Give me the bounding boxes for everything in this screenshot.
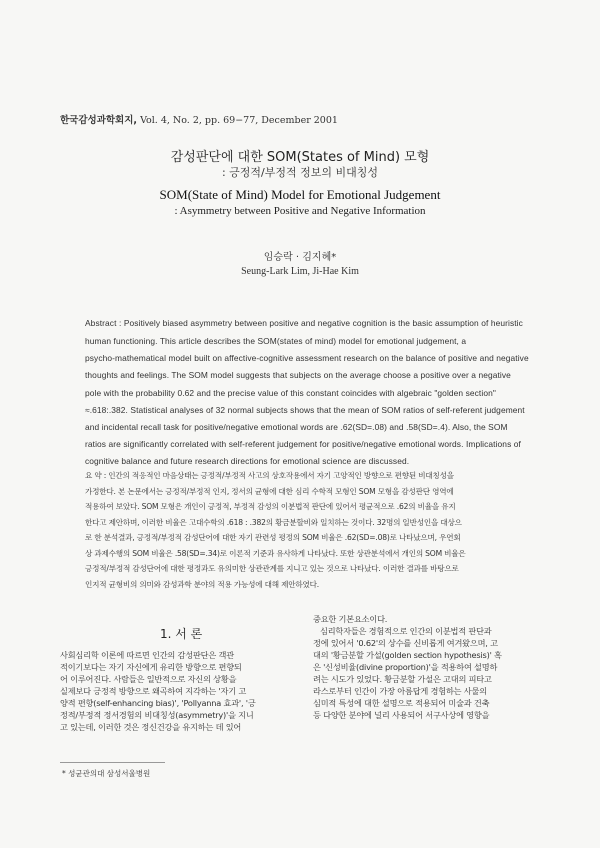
- body-line: 은 '신성비율(divine proportion)'을 적용하여 설명하: [313, 662, 498, 672]
- body-line: 양적 편향(self-enhancing bias)', 'Pollyanna 효과', '긍: [60, 698, 256, 708]
- abstract-line: ≈.618:.382. Statistical analyses of 32 normal subjects shows that the mean of SOM ratios of self-referent judgement: [85, 405, 525, 415]
- body-line: 고 있는데, 이러한 것은 정신건강을 유지하는 데 있어: [60, 722, 242, 732]
- summary-line: 적용하여 보았다. SOM 모형은 개인이 긍정적, 부정적 감성의 이분법적 판단에 있어서 평균적으로 .62의 비율을 유지: [85, 502, 456, 511]
- summary-line: 가정한다. 본 논문에서는 긍정적/부정적 인지, 정서의 균형에 대한 심리 수학적 모형인 SOM 모형을 감성판단 영역에: [85, 487, 454, 496]
- journal-citation: [60, 112, 338, 126]
- korean-subtitle: : 긍정적/부정적 정보의 비대칭성: [221, 166, 379, 179]
- abstract-line: and incidental recall task for positive/negative emotional words are .62(SD=.08) and .58(SD=.4). Also, the SOM: [85, 422, 508, 432]
- abstract-line: ratios are significantly correlated with self-referent judgement for positive/negative emotional words. Implications of: [85, 439, 521, 449]
- abstract-line: human functioning. This article describes the SOM(states of mind) model for emotional judgement, a: [85, 336, 467, 346]
- authors-korean: 임승락 · 김지혜*: [263, 252, 337, 263]
- abstract-line: Abstract : Positively biased asymmetry between positive and negative cognition is the basic assumption of heuristic: [85, 318, 523, 328]
- journal-name: 한국감성과학회지,: [60, 115, 138, 126]
- summary-line: 로 한 분석결과, 긍정적/부정적 감성단어에 대한 자기 관련성 평정의 SOM 비율은 .62(SD=.08)로 나타났으며, 우연회: [85, 533, 461, 542]
- abstract-line: psycho-mathematical model built on affective-cognitive assessment research on the balance of positive and negative: [85, 353, 529, 363]
- body-line: 정적/부정적 정서경험의 비대칭성(asymmetry)'을 지니: [60, 710, 254, 720]
- abstract-line: pole with the probability 0.62 and the precise value of this constant coincides with algebraic "golden section": [85, 388, 496, 398]
- summary-label: 요 약 :: [85, 471, 107, 480]
- abstract-label: Abstract :: [85, 318, 122, 328]
- body-line: 실제보다 긍정적 방향으로 왜곡하여 지각하는 '자기 고: [60, 686, 247, 696]
- abstract-line: thoughts and feelings. The SOM model suggests that subjects on the average choose a positive over a negative: [85, 370, 511, 380]
- body-line: 중요한 기본요소이다.: [313, 614, 388, 624]
- body-line: 려는 시도가 있었다. 황금분할 가설은 고대의 피타고: [313, 674, 492, 684]
- body-line: 심미적 특성에 대한 설명으로 적용되어 미술과 건축: [313, 698, 490, 708]
- summary-line: 인지적 균형비의 의미와 감성과학 분야의 적용 가능성에 대해 제안하였다.: [85, 580, 319, 589]
- summary-line: 상 과제수행의 SOM 비율은 .58(SD=.34)로 이론적 기준과 유사하게 나타났다. 또한 상관분석에서 개인의 SOM 비율은: [85, 549, 466, 558]
- journal-info: Vol. 4, No. 2, pp. 69−77, December 2001: [140, 115, 338, 126]
- section-heading: 1. 서 론: [160, 627, 203, 641]
- body-line: 라스로부터 인간이 가장 아름답게 경험하는 사물의: [313, 686, 487, 696]
- summary-line: 요 약 : 인간의 적응적인 마음상태는 긍정적/부정적 사고의 상호작용에서 자기 고양적인 방향으로 편향된 비대칭성을: [85, 471, 454, 480]
- summary-line: 한다고 제안하며, 이러한 비율은 고대수학의 .618 : .382의 황금분할비와 일치하는 것이다. 32명의 일반성인을 대상으: [85, 518, 462, 527]
- body-line: 정에 있어서 '0.62'의 상수를 신비롭게 여겨왔으며, 고: [313, 638, 498, 648]
- english-title: SOM(State of Mind) Model for Emotional Judgement: [159, 187, 441, 202]
- body-line: 어 이루어진다. 사람들은 일반적으로 자신의 상황을: [60, 674, 237, 684]
- authors-english: Seung-Lark Lim, Ji-Hae Kim: [241, 266, 359, 277]
- footnote-divider: [60, 762, 165, 763]
- english-subtitle: : Asymmetry between Positive and Negative Information: [174, 205, 426, 217]
- korean-title: 감성판단에 대한 SOM(States of Mind) 모형: [170, 150, 430, 165]
- footnote: * 성균관의대 삼성서울병원: [62, 769, 151, 778]
- body-line: 대의 '황금분할 가설(golden section hypothesis)' 혹: [313, 650, 502, 660]
- summary-line: 긍정적/부정적 감성단어에 대한 평정과도 유의미한 상관관계를 지니고 있는 것으로 나타났다. 이러한 결과를 바탕으로: [85, 564, 459, 573]
- body-line: 사회심리학 이론에 따르면 인간의 감성판단은 객관: [60, 650, 234, 660]
- abstract-line: cognitive balance and future research directions for emotional science are discussed.: [85, 456, 410, 466]
- body-line: 등 다양한 분야에 널리 사용되어 서구사상에 영향을: [313, 710, 490, 720]
- body-line: 적이기보다는 자기 자신에게 유리한 방향으로 편향되: [60, 662, 242, 672]
- body-line: 심리학자들은 경험적으로 인간의 이분법적 판단과: [320, 626, 492, 636]
